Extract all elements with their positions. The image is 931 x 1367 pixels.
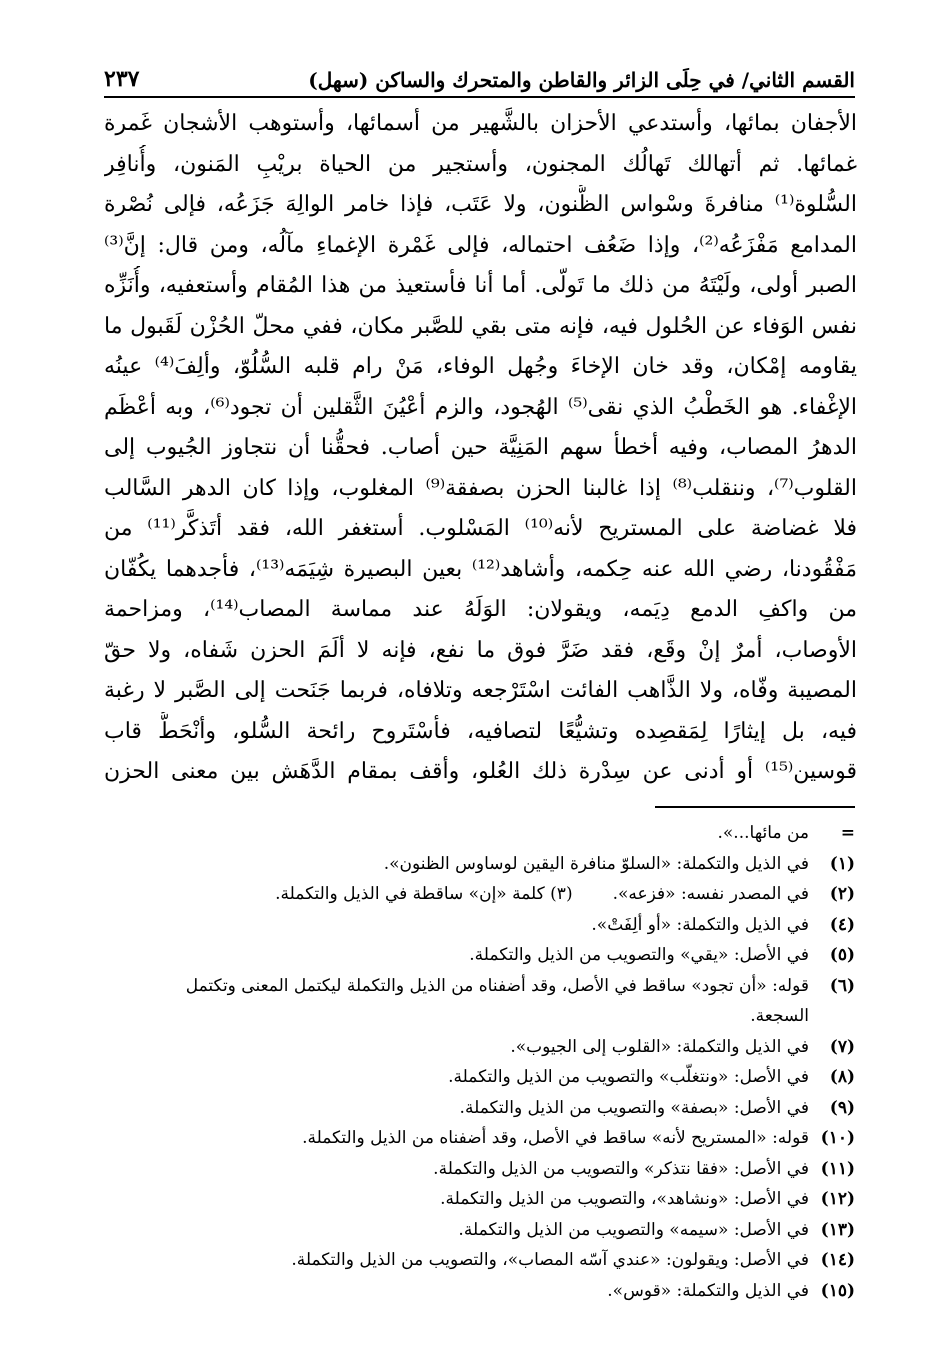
page-header [104,52,855,98]
footnote-item [104,879,855,910]
footnote-number: (١٢) [820,1189,855,1209]
text-line: غمائها. ثم أتهالك تَهالُك المجنون، وأستجير من الحياة بريْبِ المَنون، وأُنافِر [104,151,857,177]
footnote-text: قوله: «أن تجود» ساقط في الأصل، وقد أضفناه من الذيل والتكملة ليكتمل المعنى وتكتمل [185,975,809,996]
text-line: يقاومه إمْكان، وقد خان الإخاءَ وجُهل الوفاء، مَنْ رام قلبه السُّلُوّ، وألِفَ⁽⁴⁾ عينُه [104,354,857,379]
text-line: الإغْفاء. هو الخَطْبُ الذي نقى⁽⁵⁾ الهُجود، والزم أعْيُنَ الثَّقلين أن تجود⁽⁶⁾، وبه أعْظَم [104,394,857,420]
footnote-number: (٩) [829,1097,855,1118]
footnote-number: (١) [829,853,855,874]
footnote-text: في المصدر نفسه: «فزعه». [612,884,809,904]
footnote-text: في الذيل والتكملة: «أو ألِفَتْ». [591,914,809,935]
footnote-text: (٣) كلمة «إن» ساقطة في الذيل والتكملة. [275,884,573,904]
footnote-item [104,849,855,880]
footnote-number: (١٤) [820,1250,855,1270]
text-line: الأوصاب، أمرٌ إنْ وقَع، فقد ضَرَّ فوق ما نفع، فإنه لا ألَمَ الحزن شَفاه، ولا حقّ [104,637,857,663]
footnote-number: (٢) [829,884,855,904]
footnote-text: في الأصل: «بصفة» والتصويب من الذيل والتكملة. [459,1097,809,1118]
footnote-text: من مائها...». [717,823,809,843]
footnote-item [104,818,855,849]
footnote-number: (٨) [829,1067,855,1087]
text-line: فيه، بل إيثارًا لِمَقصِده وتشيُّعًا لتصافيه، فأسْتَروح رائحة السُّلو، وأنْحَطُّ قاب [104,718,857,744]
page-number: ٢٣٧ [104,66,140,92]
footnote-item [104,910,855,941]
main-text [104,104,857,793]
footnote-number: (١١) [820,1158,855,1179]
footnote-text: في الأصل: ويقولون: «عندي آسّه المصاب»، والتصويب من الذيل والتكملة. [291,1250,809,1270]
footnote-item [104,1093,855,1124]
footnote-text: في الأصل: «يقي» والتصويب من الذيل والتكملة. [469,945,809,965]
footnote-number: = [840,823,855,843]
text-line: من واكفِ الدمع دِيَمه، ويقولان: الوَلَهُ عند مماسة المصاب⁽¹⁴⁾، ومزاحمة [104,597,857,622]
footnote-text: في الذيل والتكملة: «قوس». [607,1280,809,1301]
text-line: القلوب⁽⁷⁾، وننقلب⁽⁸⁾ إذا غالبنا الحزن بصفقة⁽⁹⁾ المغلوب، وإذا كان الدهر السَّالب [104,475,857,501]
footnote-text: في الأصل: «سيمه» والتصويب من الذيل والتكملة. [458,1219,809,1240]
text-line: الصبر أولى، ولَيْتَهُ من ذلك ما تَولّى. أما أنا فأستعيذ من هذا المُقام وأستعفيه، وأُنَزِّه [104,273,857,298]
footnote-item [104,1154,855,1185]
footnote-text: في الأصل: «ونشاهد»، والتصويب من الذيل والتكملة. [440,1189,809,1209]
footnotes [104,818,855,1306]
footnote-item [104,1123,855,1154]
footnote-number: (١٥) [820,1280,855,1301]
text-line: المصيبة وفّاه، ولا الذَّاهب الفائت اسْتَرْجعه وتلافاه، فربما جَنَحت إلى الصَّبر لا رغبة [104,678,857,703]
footnote-number: (١٣) [820,1219,855,1240]
footnote-number: (١٠) [820,1128,855,1148]
footnote-number: (٦) [829,975,855,996]
text-line: مَفْقُودنا، رضي الله عنه حِكمه، وأشاهد⁽¹²⁾ بعين البصيرة شِيَمَه⁽¹³⁾، فأجدهما يكُفّان [104,556,857,582]
footnote-item [104,1215,855,1246]
footnote-number: (٧) [829,1036,855,1057]
footnote-number: (٤) [829,914,855,935]
footnote-text: في الذيل والتكملة: «السلوّ منافرة اليقين لوساوس الظنون». [383,853,809,874]
text-line: المدامع مَفْزَعُه⁽²⁾، وإذا ضَعُف احتماله، فإلى غَمْرة الإغماءِ مآلُه، ومن قال: إنَّ⁽³⁾ [104,232,857,258]
footnote-item [104,940,855,971]
footnote-text: في الأصل: «فقا نتذكر» والتصويب من الذيل والتكملة. [433,1158,809,1179]
running-head: القسم الثاني/ في حِلَى الزائر والقاطن والمتحرك والساكن (سهل) [308,68,855,92]
footnote-item [104,1062,855,1093]
footnote-continuation [104,1001,855,1032]
footnote-item [104,971,855,1002]
text-line: فلا غضاضة على المستريح لأنه⁽¹⁰⁾ المَسْلوب. أستغفر الله، فقد أتَذكَّر⁽¹¹⁾ من [104,516,857,541]
footnote-item [104,1184,855,1215]
footnote-item [104,1032,855,1063]
footnote-item [104,1245,855,1276]
footnote-text: في الذيل والتكملة: «القلوب إلى الجيوب». [510,1036,809,1057]
footnote-text: قوله: «المستريح لأنه» ساقط في الأصل، وقد أضفناه من الذيل والتكملة. [302,1128,809,1148]
footnote-number: (٥) [829,945,855,965]
text-line: قوسين⁽¹⁵⁾ أو أدنى عن سِدْرة ذلك العُلو، وأقف بمقام الدَّهَش بين معنى الحزن [104,759,857,784]
text-line: الدهرُ المصاب، وفيه أخطأ سهم المَنِيَّة حين أصاب. فحقُّنا أن نتجاوز الجُيوب إلى [104,435,857,460]
footnote-separator [655,806,855,808]
footnote-text: السجعة. [750,1006,809,1026]
footnote-text: في الأصل: «ونتغلّب» والتصويب من الذيل والتكملة. [448,1067,809,1087]
text-line: السُّلوة⁽¹⁾ منافرةَ وسْواس الظُّنون، ولا عَتَب، فإذا خامر الوالِهَ جَزَعُه، فإلى نُصْرة [104,192,857,217]
footnote-item [104,1276,855,1307]
text-line: نفس الوَفاء عن الحُلول فيه، فإنه متى بقي للصَّبر مكان، ففي محلّ الحُزْن لَقَبول ما [104,313,857,339]
text-line: الأجفان بمائها، وأستدعي الأحزان بالشَّهير من أسمائها، وأستوهب الأشجان غَمرة [104,111,857,136]
